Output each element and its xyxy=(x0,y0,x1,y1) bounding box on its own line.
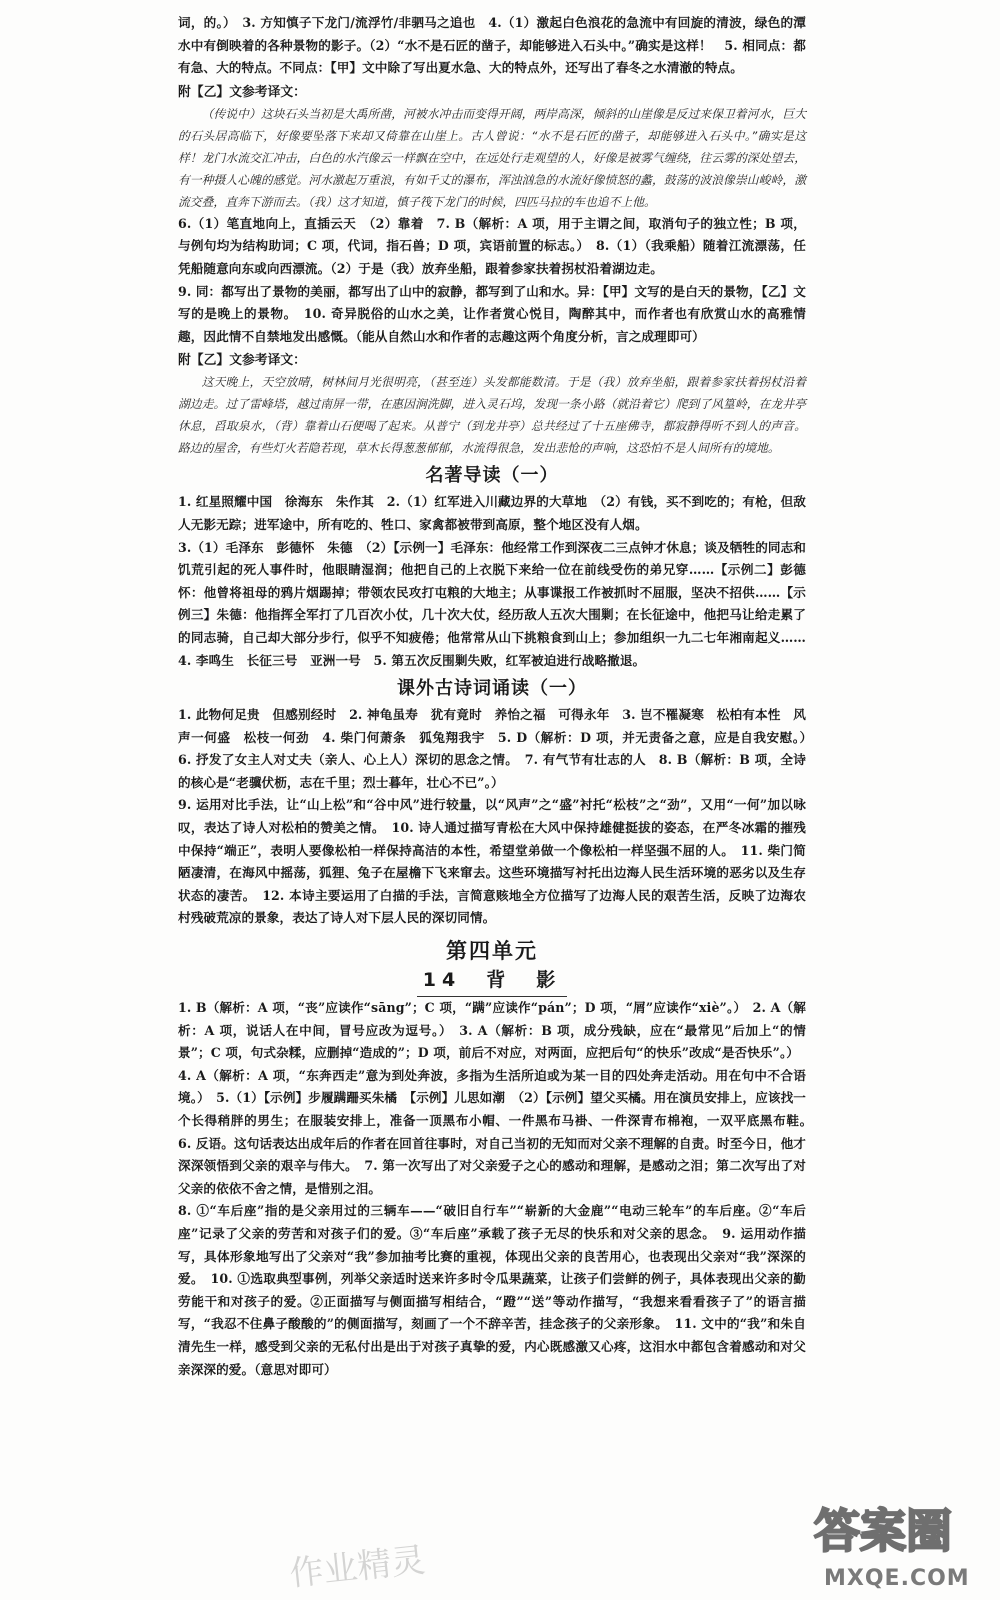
watermark-left xyxy=(285,1533,455,1593)
translation-paragraph: （传说中）这块石头当初是大禹所凿，河被水冲击而变得开阔，两岸高深，倾斜的山崖像是反过来保卫着河水，巨大的石头居高临下，好像要坠落下来却又倚靠在山崖上。古人曾说：“水不是石匠的凿子，却能够进入石头中。”确实是这样！龙门水流交汇冲击，白色的水汽像云一样飘在空中，在远处行走观望的人，好像是被雾气缠绕，往云雾的深处望去，有一种摄人心魄的感觉。河水激起万重浪，有如千丈的瀑布，浑浊汹急的水流好像愤怒的蠡，鼓荡的波浪像崇山峻岭，激流交叠，直奔下游而去。（我）这才知道，慎子筏下龙门的时候，四匹马拉的车也追不上他。 xyxy=(178,106,806,209)
section-heading: 课外古诗词诵读（一） xyxy=(397,678,587,700)
answer-key-content xyxy=(178,12,819,1381)
translation-paragraph: 这天晚上，天空放晴，树林间月光很明亮，（甚至连）头发都能数清。于是（我）放弃坐船，跟着参家扶着拐杖沿着湖边走。过了雷峰塔，越过南屏一带，在惠因涧洗脚，进入灵石坞，发现一条小路（就沿着它）爬到了风篁岭，在龙井亭休息，舀取泉水，（背）靠着山石便喝了起来。从普宁（到龙井亭）总共经过了十五座佛寺，都寂静得听不到人的声音。路边的屋舍，有些灯火若隐若现，草木长得葱葱郁郁，水流得很急，发出悲怆的声响，这恐怕不是人间所有的境地。 xyxy=(178,375,806,456)
answer-paragraph: 3.（1）毛泽东 彭德怀 朱德 （2）【示例一】毛泽东：他经常工作到深夜二三点钟才休息；谈及牺牲的同志和饥荒引起的死人事件时，他眼睛湿润；他把自己的上衣脱下来给一位在前线受伤的弟兄穿……【示例二】彭德怀：他曾将祖母的鸦片烟踢掉；带领农民攻打屯粮的大地主；从事谍报工作被抓时不屈服，坚决不招供……【示例三】朱德：他指挥全军打了几百次小仗，几十次大仗，经历敌人五次大围剿；在长征途中，他把马让给走累了的同志骑，自己却大部分步行，似乎不知疲倦；他常常从山下挑粮食到山上；参加组织一九二七年湘南起义…… 4. 李鸣生 长征三号 亚洲一号 5. 第五次反围剿失败，红军被迫进行战略撤退。 xyxy=(178,539,819,668)
appendix-heading: 附【乙】文参考译文： xyxy=(178,84,306,100)
watermark-right-logo xyxy=(810,1495,990,1595)
answer-paragraph: 6.（1）笔直地向上，直插云天 （2）靠着 7. B（解析：A 项，用于主谓之间，取消句子的独立性；B 项，与例句均为结构助词；C 项，代词，指石兽；D 项，宾语前置的标志。） 8.（1）（我乘船）随着江流漂荡，任凭船随意向东或向西漂流。（2）于是（我）放弃坐船，跟着参家扶着拐杖沿着湖边走。 xyxy=(178,215,806,276)
answer-paragraph: 4. A（解析：A 项，“东奔西走”意为到处奔波，多指为生活所迫或为某一目的四处奔走活动。用在句中不合语境。） 5.（1）【示例】步履蹒跚买朱橘 【示例】儿思如潮 （2）【示例】望父买橘。用在演员安排上，应该找一个长得稍胖的男生；在服装安排上，准备一顶黑布小帽、一件黑布马褂、一件深青布棉袍，一双平底黑布鞋。 6. 反语。这句话表达出成年后的作者在回首往事时，对自己当初的无知而对父亲不理解的自责。时至今日，他才深深领悟到父亲的艰辛与伟大。 7. 第一次写出了对父亲爱子之心的感动和理解，是感动之泪；第二次写出了对父亲的依依不舍之情，是惜别之泪。 xyxy=(178,1067,819,1196)
answer-paragraph: 1. 红星照耀中国 徐海东 朱作其 2.（1）红军进入川藏边界的大草地 （2）有钱，买不到吃的；有枪，但敌人无影无踪；进军途中，所有吃的、牲口、家禽都被带到高原，整个地区没有人烟。 xyxy=(178,494,806,532)
watermark-url: MXQE.COM xyxy=(824,1566,970,1591)
answer-paragraph: 9. 运用对比手法，让“山上松”和“谷中风”进行较量，以“风声”之“盛”衬托“松枝”之“劲”，又用“一何”加以咏叹，表达了诗人对松柏的赞美之情。 10. 诗人通过描写青松在大风中保持雄健挺拔的姿态，在严冬冰霜的摧残中保持“端正”，表明人要像松柏一样保持高洁的本性，希望堂弟做一个像松柏一样坚强不屈的人。 11. 柴门简陋凄清，在海风中摇荡，狐狸、兔子在屋檐下飞来窜去。这些环境描写衬托出边海人民生活环境的恶劣以及生存状态的凄苦。 12. 本诗主要运用了白描的手法，言简意赅地全方位描写了边海人民的艰苦生活，反映了边海农村残破荒凉的景象，表达了诗人对下层人民的深切同情。 xyxy=(178,797,806,926)
answer-paragraph: 1. 此物何足贵 但感别经时 2. 神龟虽寿 犹有竟时 养怡之福 可得永年 3. 岂不罹凝寒 松柏有本性 风声一何盛 松枝一何劲 4. 柴门何萧条 狐兔翔我宇 5. D（解析：D 项，并无责备之意，应是自我安慰。） 6. 抒发了女主人对丈夫（亲人、心上人）深切的思念之情。 7. 有气节有壮志的人 8. B（解析：B 项，全诗的核心是“老骥伏枥，志在千里；烈士暮年，壮心不已”。） xyxy=(178,707,819,790)
watermark-left-text: 作业精灵 xyxy=(287,1540,428,1593)
answer-paragraph: 1. B（解析：A 项，“丧”应读作“sāng”；C 项，“蹒”应读作“pán”；D 项，“屑”应读作“xiè”。） 2. A（解析：A 项，说话人在中间，冒号应改为逗号。） 3. A（解析：B 项，成分残缺，应在“最常见”后加上“的情景”；C 项，句式杂糅，应删掉“造成的”；D 项，前后不对应，对两面，应把后句“的快乐”改成“是否快乐”。） xyxy=(178,1000,806,1061)
unit-heading: 第四单元 xyxy=(446,939,538,964)
answer-paragraph: 8. ①“车后座”指的是父亲用过的三辆车——“破旧自行车”“崭新的大金鹿”“电动三轮车”的车后座。②“车后座”记录了父亲的劳苦和对孩子们的爱。③“车后座”承载了孩子无尽的快乐和对父亲的思念。 9. 运用动作描写，具体形象地写出了父亲对“我”参加抽考比赛的重视，体现出父亲的良苦用心，也表现出父亲对“我”深深的爱。 10. ①选取典型事例，列举父亲适时送来许多时令瓜果蔬菜，让孩子们尝鲜的例子，具体表现出父亲的勤劳能干和对孩子的爱。②正面描写与侧面描写相结合，“蹬”“送”等动作描写，“我想来看看孩子了”的语言描写，“我忍不住鼻子酸酸的”的侧面描写，刻画了一个不辞辛苦，挂念孩子的父亲形象。 11. 文中的“我”和朱自清先生一样，感受到父亲的无私付出是出于对孩子真挚的爱，内心既感激又心疼，这泪水中都包含着感动和对父亲深深的爱。（意思对即可） xyxy=(178,1203,806,1377)
appendix-heading: 附【乙】文参考译文： xyxy=(178,353,306,369)
lesson-title: 14 背 影 xyxy=(422,969,562,992)
section-heading: 名著导读（一） xyxy=(425,465,559,487)
answer-paragraph: 9. 同：都写出了景物的美丽，都写出了山中的寂静，都写到了山和水。异：【甲】文写的是白天的景物，【乙】文写的是晚上的景物。 10. 奇异脱俗的山水之美，让作者赏心悦目，陶醉其中，而作者也有欣赏山水的高雅情趣，因此情不自禁地发出感慨。（能从自然山水和作者的志趣这两个角度分析，言之成理即可） xyxy=(178,283,806,344)
answer-paragraph: 词，的。） 3. 方知慎子下龙门/流浮竹/非驷马之追也 4.（1）激起白色浪花的急流中有回旋的清波，绿色的潭水中有倒映着的各种景物的影子。（2）“水不是石匠的凿子，却能够进入石头中。”确实是这样！ 5. 相同点：都有急、大的特点。不同点：【甲】文中除了写出夏水急、大的特点外，还写出了春冬之水清澈的特点。 xyxy=(178,15,806,76)
watermark-logo-text: 答案圈 xyxy=(814,1504,952,1558)
